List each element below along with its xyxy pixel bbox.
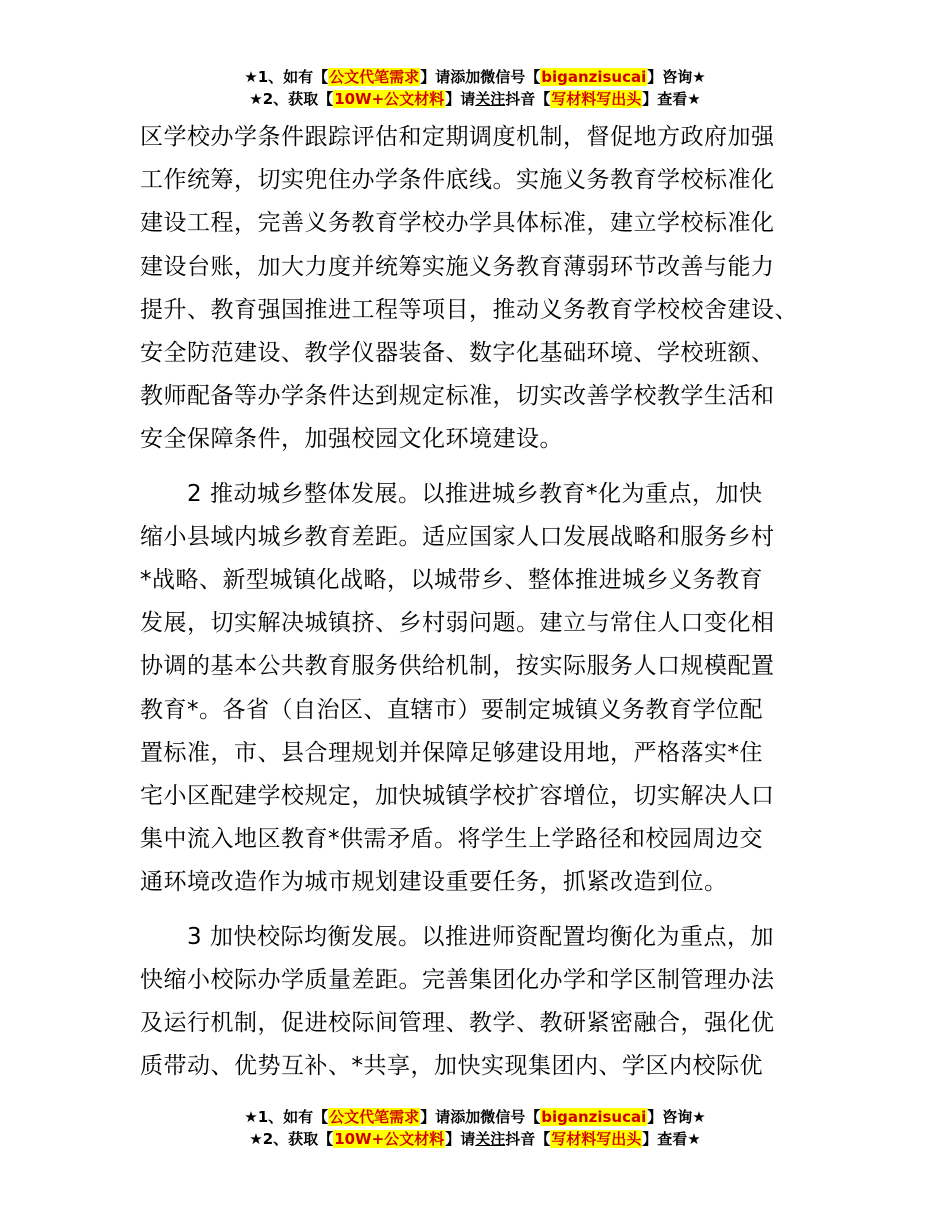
banner-text: 】咨询★	[647, 1108, 706, 1126]
text-line: 教师配备等办学条件达到规定标准，切实改善学校教学生活和	[140, 383, 775, 410]
banner-text: 抖音【	[505, 1130, 551, 1148]
banner-text: ★1、如有【	[244, 68, 329, 86]
top-banner	[0, 66, 950, 110]
banner-line-1	[0, 66, 950, 88]
banner-line-1	[0, 1106, 950, 1128]
paragraph-1	[140, 116, 830, 462]
banner-underline: 关注	[475, 90, 506, 108]
text-line: 安全保障条件，加强校园文化环境建设。	[140, 426, 563, 453]
text-line: 3 加快校际均衡发展。以推进师资配置均衡化为重点，加	[187, 923, 774, 950]
banner-text: ★2、获取【	[249, 1130, 334, 1148]
banner-highlight: biganzisucai	[541, 68, 647, 86]
text-line: 通环境改造作为城市规划建设重要任务，抓紧改造到位。	[140, 869, 728, 896]
banner-highlight: biganzisucai	[541, 1108, 647, 1126]
paragraph-2	[140, 473, 830, 905]
banner-line-2	[0, 88, 950, 110]
text-line: 建设工程，完善义务教育学校办学具体标准，建立学校标准化	[140, 210, 775, 237]
text-line: *战略、新型城镇化战略，以城带乡、整体推进城乡义务教育	[140, 567, 763, 594]
banner-text: 】咨询★	[647, 68, 706, 86]
text-line: 置标准，市、县合理规划并保障足够建设用地，严格落实*住	[140, 739, 763, 766]
banner-text: 】请添加微信号【	[420, 68, 541, 86]
banner-text: ★2、获取【	[249, 90, 334, 108]
text-line: 快缩小校际办学质量差距。完善集团化办学和学区制管理办法	[140, 966, 775, 993]
text-line: 集中流入地区教育*供需矛盾。将学生上学路径和校园周边交	[140, 826, 763, 853]
banner-line-2	[0, 1128, 950, 1150]
banner-text: 】请	[445, 1130, 476, 1148]
banner-text: 】查看★	[642, 1130, 701, 1148]
text-line: 宅小区配建学校规定，加快城镇学校扩容增位，切实解决人口	[140, 783, 775, 810]
banner-highlight: 10W+公文材料	[334, 1130, 445, 1148]
paragraph-3	[140, 916, 830, 1089]
text-line: 及运行机制，促进校际间管理、教学、教研紧密融合，强化优	[140, 1010, 775, 1037]
document-body	[140, 116, 830, 1088]
banner-highlight: 公文代笔需求	[329, 68, 420, 86]
text-line: 提升、教育强国推进工程等项目，推动义务教育学校校舍建设、	[140, 296, 798, 323]
text-line: 缩小县域内城乡教育差距。适应国家人口发展战略和服务乡村	[140, 523, 775, 550]
text-line: 2 推动城乡整体发展。以推进城乡教育*化为重点，加快	[187, 480, 763, 507]
text-line: 教育*。各省（自治区、直辖市）要制定城镇义务教育学位配	[140, 696, 763, 723]
banner-highlight: 公文代笔需求	[329, 1108, 420, 1126]
text-line: 安全防范建设、教学仪器装备、数字化基础环境、学校班额、	[140, 340, 775, 367]
banner-text: 抖音【	[505, 90, 551, 108]
text-line: 发展，切实解决城镇挤、乡村弱问题。建立与常住人口变化相	[140, 610, 775, 637]
banner-text: 】请添加微信号【	[420, 1108, 541, 1126]
banner-text: ★1、如有【	[244, 1108, 329, 1126]
bottom-banner	[0, 1106, 950, 1150]
text-line: 建设台账，加大力度并统筹实施义务教育薄弱环节改善与能力	[140, 253, 775, 280]
text-line: 工作统筹，切实兜住办学条件底线。实施义务教育学校标准化	[140, 167, 775, 194]
banner-text: 】请	[445, 90, 476, 108]
text-line: 质带动、优势互补、*共享，加快实现集团内、学区内校际优	[140, 1053, 763, 1080]
text-line: 协调的基本公共教育服务供给机制，按实际服务人口规模配置	[140, 653, 775, 680]
banner-highlight: 10W+公文材料	[334, 90, 445, 108]
banner-underline: 关注	[475, 1130, 506, 1148]
banner-highlight: 写材料写出头	[551, 90, 642, 108]
banner-text: 】查看★	[642, 90, 701, 108]
banner-highlight: 写材料写出头	[551, 1130, 642, 1148]
text-line: 区学校办学条件跟踪评估和定期调度机制，督促地方政府加强	[140, 124, 775, 150]
